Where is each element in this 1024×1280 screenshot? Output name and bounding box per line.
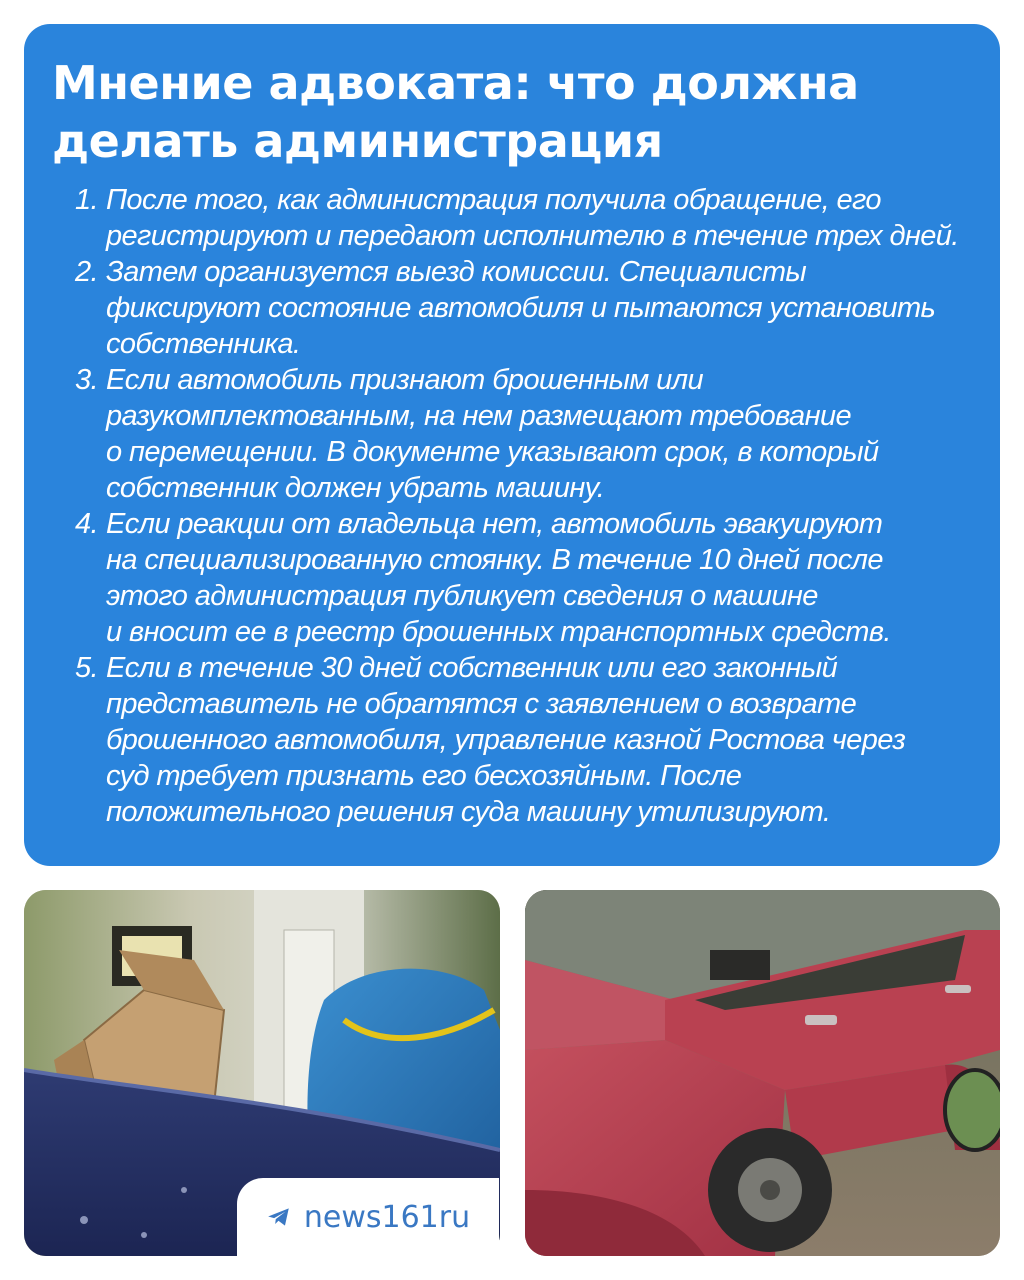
step-line: Если автомобиль признают брошенным или [106,364,703,396]
list-item [52,650,972,830]
step-line: Затем организуется выезд комиссии. Специалисты [106,256,807,288]
step-line: Если в течение 30 дней собственник или его законный [106,652,838,684]
step-line: собственник должен убрать машину. [106,472,605,504]
step-line: фиксируют состояние автомобиля и пытаются установить [106,292,936,324]
step-line: и вносит ее в реестр брошенных транспортных средств. [106,616,891,648]
channel-name: news161ru [303,1199,471,1235]
step-number: 3. [75,364,98,396]
step-text [106,182,972,254]
step-text [106,650,972,830]
step-line: После того, как администрация получила обращение, его [106,184,881,216]
title-line-2: делать администрация [52,114,663,168]
step-line: на специализированную стоянку. В течение 10 дней после [106,544,883,576]
page-title [52,54,972,170]
step-line: положительного решения суда машину утилизируют. [106,796,831,828]
info-card [24,24,1000,866]
step-line: собственника. [106,328,301,360]
step-line: Если реакции от владельца нет, автомобиль эвакуируют [106,508,883,540]
step-number: 5. [75,652,98,684]
step-line: разукомплектованным, на нем размещают требование [106,400,851,432]
list-item [52,506,972,650]
list-item [52,182,972,254]
step-number: 4. [75,508,98,540]
step-line: суд требует признать его бесхозяйным. После [106,760,742,792]
step-line: регистрируют и передают исполнителю в течение трех дней. [106,220,959,252]
step-number: 2. [75,256,98,288]
telegram-icon [266,1204,292,1230]
red-car-illustration [525,890,1000,1256]
step-line: брошенного автомобиля, управление казной Ростова через [106,724,906,756]
step-text [106,506,972,650]
photo-red-car [525,890,1000,1256]
list-item [52,362,972,506]
step-line: этого администрация публикует сведения о машине [106,580,818,612]
steps-list [52,182,972,830]
source-badge[interactable] [237,1178,499,1256]
step-text [106,362,972,506]
step-line: представитель не обратятся с заявлением о возврате [106,688,857,720]
title-line-1: Мнение адвоката: что должна [52,56,859,110]
list-item [52,254,972,362]
step-number: 1. [75,184,98,216]
step-text [106,254,972,362]
step-line: о перемещении. В документе указывают срок, в который [106,436,879,468]
